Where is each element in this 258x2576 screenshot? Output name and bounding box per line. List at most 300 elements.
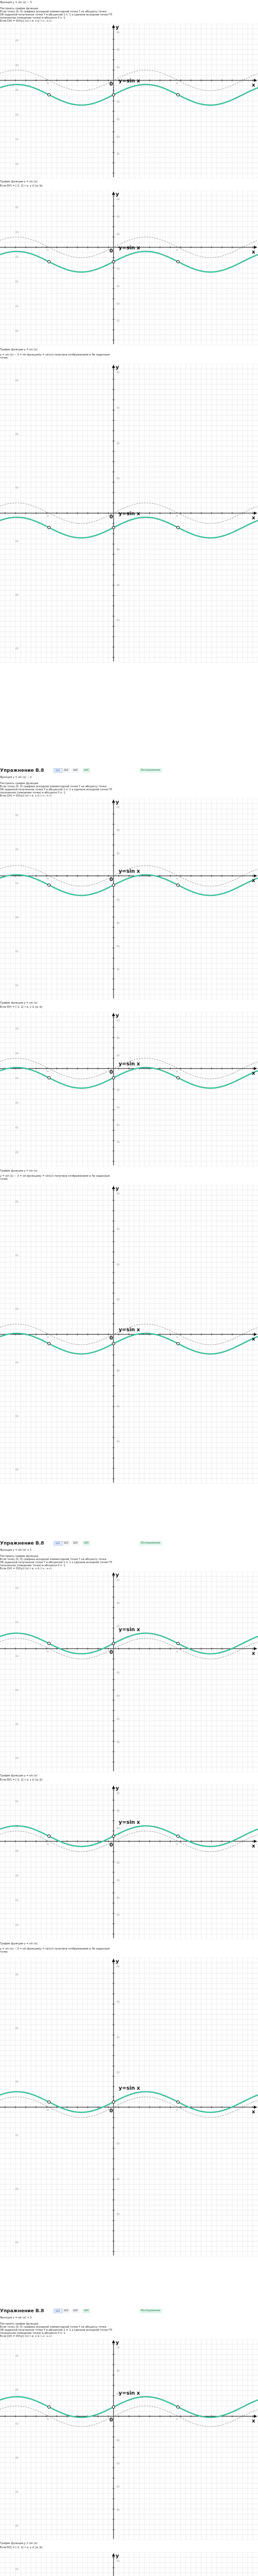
step-button-2[interactable]: Ш2 [62,2309,70,2313]
origin-label: 0 [109,514,113,520]
side-tag: (1) [15,206,19,209]
side-tag: (1) [15,2027,19,2029]
tick-tag: (1) [117,65,120,69]
graph-caption: График функции y = sin (x) [0,2542,38,2545]
range-line: Если E(f) = [-1; 1] т.е. y ∈ [a; b] [0,1006,42,1009]
origin-label: 0 [109,1070,113,1075]
side-tag: (1) [15,1924,19,1926]
y-axis-label: y [116,2340,119,2346]
side-tag: (1) [15,1361,19,1364]
side-tag: (1) [15,1077,19,1079]
step-line-3: показанное (смещение точки) в абсциссе 0 п. 1. [0,16,66,20]
minus-pi-label: -π [46,82,49,84]
tick-tag: (1) [117,1192,120,1195]
key-point-1 [177,261,180,263]
answer-line: у = sin (x) − 3 = sin функция(y = sin(x)) получена отображением в Ли заданным [0,1947,110,1951]
y-axis-arrow [112,1572,115,1575]
step-line-3: показанное (смещение точки) в абсциссе 0 п. 1. [0,791,66,794]
x-axis-label: x [252,1651,255,1656]
grid-lines [0,1012,258,1166]
key-point-1 [177,1343,180,1345]
side-tag: (1) [15,1874,19,1877]
step-button-3[interactable]: Ш3 [72,768,79,773]
side-tag: (1) [15,379,19,382]
origin-label: 0 [109,2108,113,2114]
tick-tag: (1) [117,1878,120,1882]
y-axis-label: y [116,1572,119,1578]
tick-tag: (1) [117,1036,120,1039]
y-axis-arrow [112,1786,115,1789]
tick-tag: (1) [117,1792,120,1794]
graph-caption-2: График функции y = sin (x) [0,1942,38,1945]
exercise-title: Упражнение В.8 [0,768,44,773]
pi-label: π [176,877,178,880]
tick-tag: (1) [117,2346,120,2349]
side-tag: (1) [15,39,19,42]
side-tag: (1) [15,231,19,233]
side-tag: (1) [15,540,19,543]
side-tag: (1) [15,916,19,919]
x-axis-arrow [254,1333,257,1336]
side-tag: (1) [15,256,19,258]
tick-tag: (1) [117,100,120,103]
key-point-2 [48,261,51,263]
answer-line: у = sin (x) − 3 = sin функция(y = sin(x)) получена отображением в Ли заданным [0,353,110,357]
step-button-5[interactable]: Исследование [139,2309,162,2313]
minus-pi-label: -π [46,1070,49,1073]
side-tag: (1) [15,1757,19,1759]
side-tag: (1) [15,1468,19,1471]
step-line-2: Об заданной полученное точки Y в абсциссой 1 п. 1 а сделала исходной точки ГП [0,1561,112,1564]
graph-canvas [0,1012,258,1166]
graph-canvas [0,1185,258,1484]
function-line-0: Функция y = sin (x) − 3 [0,1,32,4]
step-button-1[interactable]: Ш1 [54,1541,62,1546]
step-button-4[interactable]: Ш4 [83,2309,90,2313]
key-point-0 [112,2406,115,2409]
side-tag: (1) [15,1101,19,1104]
step-button-5[interactable]: Исследование [139,768,162,773]
grid-lines [0,799,258,999]
key-point-2 [48,2406,51,2409]
origin-label: 0 [109,81,113,87]
side-tag: (1) [15,594,19,596]
pi-label: π [176,249,178,251]
graph-canvas [0,1958,258,2257]
side-tag: (1) [15,1254,19,1257]
x-axis-arrow [254,1840,257,1843]
step-line-3: показанное (смещение точки) в абсциссе 0 п. 1. [0,2332,66,2335]
side-tag: (1) [15,2188,19,2190]
minus-pi-label: -π [46,2418,49,2420]
step-line-1: Если точку (0; 0) графика исходной элементарной точки Y на абсциссу точки [0,785,106,788]
y-axis-arrow [112,800,115,803]
curve-label: y=sin x [119,1627,140,1633]
side-tag: (1) [15,647,19,650]
step-button-4[interactable]: Ш4 [83,768,90,773]
minus-pi-label: -π [46,1336,49,1338]
y-axis-label: y [116,192,119,197]
curve-label: y=sin x [119,1820,140,1825]
key-point-0 [112,1835,115,1838]
side-tag: (1) [15,486,19,489]
tick-tag: (1) [117,619,120,622]
pi-label: π [176,1843,178,1845]
step-button-3[interactable]: Ш3 [72,2309,79,2313]
minus-pi-label: -π [46,515,49,517]
tick-tag: (1) [117,1694,120,1697]
tick-tag: (1) [117,1579,120,1581]
tick-tag: (1) [117,1896,120,1899]
range-line: Если E(f) = [-1; 1] т.е. y ∈ [a; b] [0,184,42,188]
key-point-1 [177,2406,180,2409]
y-axis-arrow [112,365,115,368]
tick-tag: (1) [117,1106,120,1109]
tick-tag: (1) [117,1861,120,1864]
answer-line-2: точек [0,1178,8,1181]
tick-tag: (1) [117,583,120,586]
side-tag: (1) [15,1655,19,1657]
x-axis-arrow [254,512,257,515]
y-axis-arrow [112,1013,115,1016]
x-axis-label: x [252,1336,255,1342]
side-tag: (1) [15,882,19,885]
side-tag: (1) [15,64,19,66]
tick-tag: (1) [117,1054,120,1057]
key-point-2 [48,1835,51,1838]
tick-tag: (1) [117,1602,120,1604]
side-tag: (1) [15,305,19,308]
x-axis-arrow [254,246,257,249]
answer-line-2: точек [0,357,8,360]
pi-label: π [176,1650,178,1653]
side-tag: (1) [15,1899,19,1902]
y-axis-arrow [112,2553,115,2556]
pi-label: π [176,2418,178,2420]
key-point-0 [112,1343,115,1345]
graph-canvas [0,24,258,178]
step-line-2: Об заданной полученное точки Y в абсциссой 1 п. 1 а сделала исходной точки ГП [0,13,112,16]
tick-tag: (1) [117,406,120,409]
tick-tag: (1) [117,1741,120,1743]
step-button-3[interactable]: Ш3 [72,1541,79,1546]
tick-tag: (1) [117,284,120,287]
side-tag: (1) [15,2388,19,2391]
answer-line: у = sin (x) − 3 = sin функция(y = sin(x)) получена отображением в Ли заданным [0,1175,110,1178]
y-axis-label: y [116,1959,119,1964]
side-tag: (1) [15,2524,19,2527]
tick-tag: (1) [117,968,120,971]
tick-tag: (1) [117,319,120,323]
x-axis-label: x [252,82,255,88]
key-point-0 [112,1642,115,1645]
tick-tag: (1) [117,1440,120,1443]
tick-tag: (1) [117,2000,120,2003]
y-axis-label: y [116,1786,119,1791]
graph-caption: График функции y = sin (x) [0,180,38,183]
side-tag: (1) [15,848,19,851]
origin-label: 0 [109,877,113,883]
origin-label: 0 [109,2417,113,2423]
key-point-2 [48,527,51,529]
side-tag: (1) [15,280,19,283]
side-tag: (1) [15,1151,19,1154]
key-point-2 [48,1343,51,1345]
tick-tag: (1) [117,1123,120,1126]
x-axis-label: x [252,2418,255,2424]
function-line-2: Функция y = sin (x) + 1 [0,1549,32,1552]
step-button-2[interactable]: Ш2 [62,768,70,773]
minus-pi-label: -π [46,249,49,251]
sine-graph-1 [0,799,258,999]
tick-tag: (1) [117,31,120,33]
y-axis-arrow [112,2340,115,2343]
tick-tag: (1) [117,371,120,374]
step-button-4[interactable]: Ш4 [83,1541,90,1546]
side-tag: (1) [15,1027,19,1030]
tick-tag: (1) [117,302,120,305]
x-axis-arrow [254,874,257,877]
tick-tag: (1) [117,2560,120,2562]
side-tag: (1) [15,2490,19,2493]
origin-label: 0 [109,1842,113,1848]
tick-tag: (1) [117,2369,120,2372]
domain-line: Если D(f) = D(f(y)) (x) т.е. x ∈ (-∞; +∞) [0,794,52,798]
tick-tag: (1) [117,2485,120,2488]
y-axis-arrow [112,25,115,28]
tick-tag: (1) [117,117,120,121]
tick-tag: (1) [117,198,120,200]
exercise-title: Упражнение В.8 [0,1541,44,1546]
tick-tag: (1) [117,945,120,947]
side-tag: (1) [15,1621,19,1623]
range-line: Если E(f) = [-1; 1] т.е. y ∈ [a; b] [0,1778,42,1782]
x-axis-label: x [252,1071,255,1076]
tick-tag: (1) [117,1369,120,1372]
grid-lines [0,2552,258,2576]
tick-tag: (1) [117,152,120,156]
key-point-2 [48,1077,51,1079]
tick-tag: (1) [117,1019,120,1022]
step-line-1: Если точку (0; 0) графика исходной элементарной точки Y на абсциссу точки [0,2326,106,2329]
tick-tag: (1) [117,48,120,51]
minus-pi-label: -π [46,1843,49,1845]
sine-graph-2 [0,1571,258,1772]
tick-tag: (1) [117,806,120,808]
key-point-1 [177,884,180,887]
x-axis-arrow [254,2106,257,2109]
tick-tag: (1) [117,899,120,901]
side-tag: (1) [15,1850,19,1852]
tick-tag: (1) [117,1671,120,1674]
sine-graph-0 [0,24,258,178]
step-line-1: Если точку (0; 0) графика исходной элементарной точки Y на абсциссу точки [0,1558,106,1561]
function-line-3: Функция y = sin (x) + 2 [0,2316,32,2319]
tick-tag: (1) [117,852,120,855]
side-tag: (1) [15,1800,19,1803]
range-line: Если E(f) = [-1; 1] т.е. y ∈ [a; b] [0,2546,42,2549]
y-axis-label: y [116,800,119,805]
x-axis-label: x [252,878,255,884]
tick-tag: (1) [117,2462,120,2465]
sine-graph-2-b [0,1785,258,1939]
sine-graph-3 [0,2339,258,2540]
curve-label: y=sin x [119,869,140,874]
side-tag: (1) [15,2568,19,2570]
exercise-title: Упражнение В.8 [0,2309,44,2314]
y-axis-label: y [116,1186,119,1192]
x-axis-label: x [252,515,255,521]
side-tag: (1) [15,1723,19,1725]
tick-tag: (1) [117,1298,120,1301]
tick-tag: (1) [117,1809,120,1812]
key-point-1 [177,2101,180,2104]
y-axis-label: y [116,25,119,30]
side-tag: (1) [15,1200,19,1203]
y-axis-arrow [112,192,115,195]
step-line-2: Об заданной полученное точки Y в абсциссой 1 п. 1 а сделала исходной точки ГП [0,788,112,791]
curve-label: y=sin x [119,78,140,84]
side-tag: (1) [15,2080,19,2083]
curve-label: y=sin x [119,2086,140,2091]
tick-tag: (1) [117,2071,120,2074]
graph-canvas [0,2552,258,2576]
pi-label: π [176,1336,178,1338]
side-tag: (1) [15,2422,19,2425]
key-point-0 [112,884,115,887]
key-point-0 [112,94,115,96]
grid-lines [0,191,258,345]
graph-canvas [0,191,258,345]
y-axis-label: y [116,365,119,370]
function-line-1: Функция y = sin (x) − 2 [0,776,32,779]
tick-tag: (1) [117,1089,120,1091]
key-point-0 [112,261,115,263]
pi-label: π [176,515,178,517]
tick-tag: (1) [117,2509,120,2511]
step-line-2: Об заданной полученное точки Y в абсциссой 1 п. 1 а сделала исходной точки ГП [0,2329,112,2332]
side-tag: (1) [15,950,19,953]
pi-label: π [176,2109,178,2111]
side-tag: (1) [15,1415,19,1417]
step-line-1: Если точку (0; 0) графика исходной элементарной точки Y на абсциссу точки [0,10,106,13]
side-tag: (1) [15,1052,19,1055]
domain-line: Если D(f) = D(f(y)) (x) т.е. x ∈ (-∞; +∞) [0,2335,52,2338]
key-point-1 [177,1077,180,1079]
side-tag: (1) [15,113,19,116]
side-tag: (1) [15,2241,19,2244]
tick-tag: (1) [117,2393,120,2395]
key-point-1 [177,94,180,96]
plot-instruction: Построить график функции [0,1555,38,1558]
graph-canvas [0,2339,258,2540]
exercise-header [0,768,258,774]
step-line-3: показанное (смещение точки) в абсциссе 0 п. 1. [0,1564,66,1567]
x-axis-arrow [254,2415,257,2418]
grid-lines [0,24,258,178]
plot-instruction: Построить график функции [0,2323,38,2326]
step-button-1[interactable]: Ш1 [54,2309,62,2313]
y-axis-arrow [112,1959,115,1962]
key-point-0 [112,2101,115,2104]
exercise-header [0,1540,258,1547]
sine-graph-1-c [0,1185,258,1484]
curve-label: y=sin x [119,245,140,251]
graph-caption: График функции y = sin (x) [0,1774,38,1777]
graph-canvas [0,1571,258,1772]
side-tag: (1) [15,1587,19,1589]
curve-label: y=sin x [119,511,140,517]
tick-tag: (1) [117,2213,120,2216]
sine-graph-2-c [0,1958,258,2257]
tick-tag: (1) [117,232,120,235]
side-tag: (1) [15,814,19,817]
origin-label: 0 [109,1650,113,1655]
key-point-1 [177,1642,180,1645]
y-axis-label: y [116,1013,119,1019]
x-axis-label: x [252,1843,255,1849]
origin-label: 0 [109,248,113,254]
sine-graph-1-b [0,1012,258,1166]
tick-tag: (1) [117,1625,120,1628]
key-point-0 [112,527,115,529]
tick-tag: (1) [117,2142,120,2145]
curve-label: y=sin x [119,2391,140,2396]
tick-tag: (1) [117,267,120,270]
answer-line-2: точек [0,1951,8,1954]
x-axis-label: x [252,2109,255,2115]
tick-tag: (1) [117,1965,120,1968]
grid-lines [0,1571,258,1772]
x-axis-arrow [254,1067,257,1070]
side-tag: (1) [15,984,19,987]
side-tag: (1) [15,1308,19,1310]
tick-tag: (1) [117,2036,120,2039]
tick-tag: (1) [117,477,120,480]
grid-lines [0,1785,258,1939]
x-axis-label: x [252,249,255,255]
tick-tag: (1) [117,922,120,924]
graph-canvas [0,1785,258,1939]
tick-tag: (1) [117,829,120,832]
curve-label: y=sin x [119,1327,140,1333]
key-point-2 [48,2101,51,2104]
tick-tag: (1) [117,215,120,218]
step-button-2[interactable]: Ш2 [62,1541,70,1546]
key-point-2 [48,1642,51,1645]
tick-tag: (1) [117,135,120,138]
minus-pi-label: -π [46,2109,49,2111]
x-axis-arrow [254,1647,257,1650]
sine-graph-0-c [0,364,258,663]
key-point-1 [177,1835,180,1838]
pi-label: π [176,82,178,84]
tick-tag: (1) [117,2177,120,2180]
side-tag: (1) [15,330,19,332]
graph-caption-2: График функции y = sin (x) [0,1170,38,1173]
side-tag: (1) [15,2456,19,2459]
key-point-1 [177,527,180,529]
side-tag: (1) [15,89,19,91]
curve-label: y=sin x [119,1061,140,1067]
side-tag: (1) [15,1689,19,1691]
key-point-2 [48,884,51,887]
sine-graph-3-b [0,2552,258,2576]
key-point-0 [112,1077,115,1079]
step-button-1[interactable]: Ш1 [54,768,62,773]
side-tag: (1) [15,1973,19,1976]
step-button-5[interactable]: Исследование [139,1541,162,1546]
